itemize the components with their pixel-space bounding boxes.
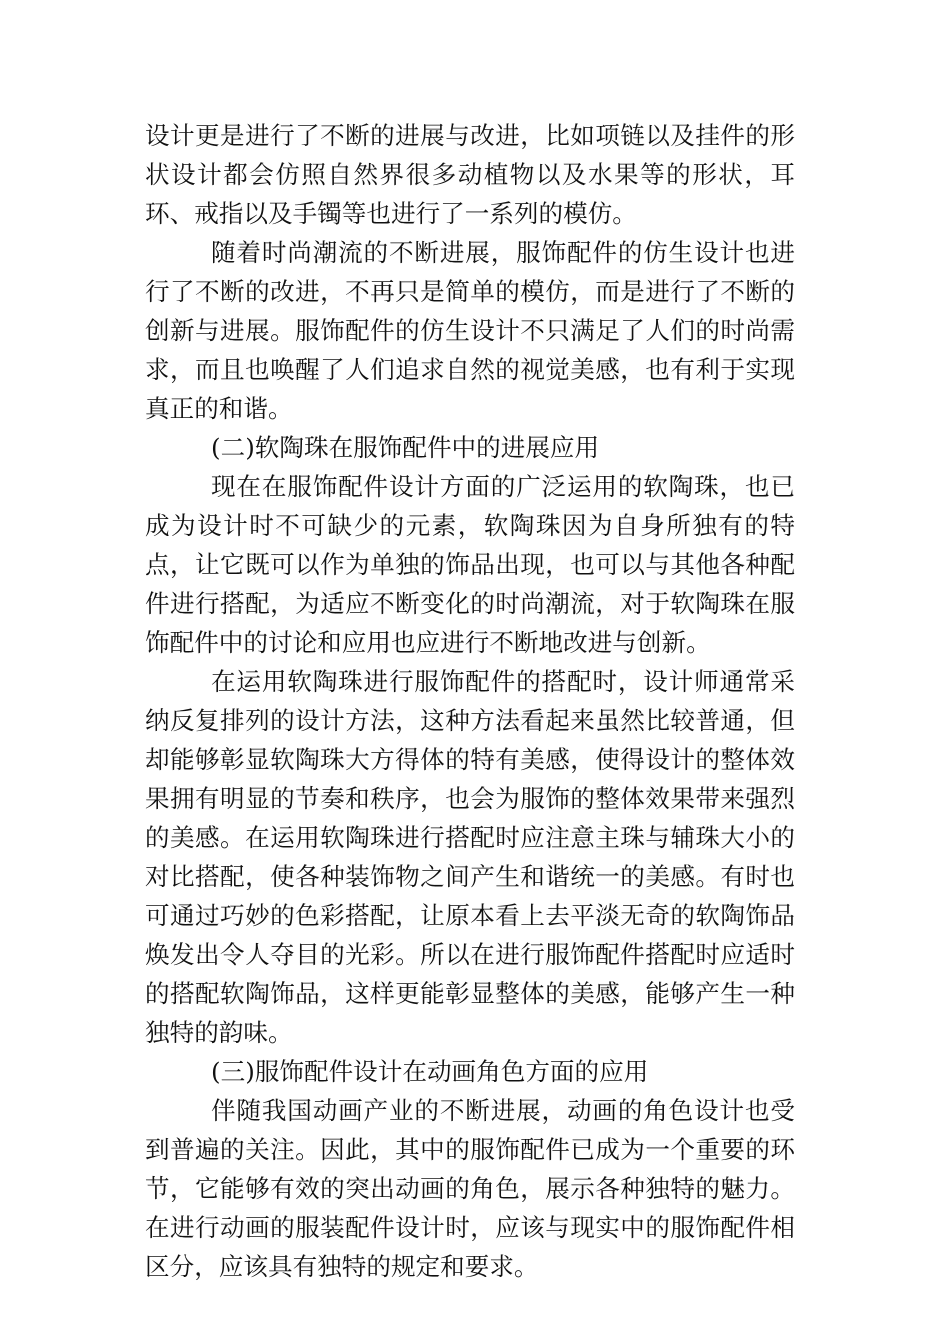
paragraph-polymer-clay-matching: 在运用软陶珠进行服饰配件的搭配时，设计师通常采纳反复排列的设计方法，这种方法看起来虽然比较普通，但却能够彰显软陶珠大方得体的特有美感，使得设计的整体效果拥有明显的节奏和秩序，也会为服饰的整体效果带来强烈的美感。在运用软陶珠进行搭配时应注意主珠与辅珠大小的对比搭配，使各种装饰物之间产生和谐统一的美感。有时也可通过巧妙的色彩搭配，让原本看上去平淡无奇的软陶饰品焕发出令人夺目的光彩。所以在进行服饰配件搭配时应适时的搭配软陶饰品，这样更能彰显整体的美感，能够产生一种独特的韵味。: [145, 667, 795, 1047]
paragraph-animation-design: 伴随我国动画产业的不断进展，动画的角色设计也受到普遍的关注。因此，其中的服饰配件已成为一个重要的环节，它能够有效的突出动画的角色，展示各种独特的魅力。在进行动画的服装配件设计时，应该与现实中的服饰配件相区分，应该具有独特的规定和要求。: [145, 1096, 795, 1281]
section-heading-polymer-clay-beads: (二)软陶珠在服饰配件中的进展应用: [211, 433, 600, 462]
paragraph-fashion-trend: 随着时尚潮流的不断进展，服饰配件的仿生设计也进行了不断的改进，不再只是简单的模仿，而是进行了不断的创新与进展。服饰配件的仿生设计不只满足了人们的时尚需求，而且也唤醒了人们追求自然的视觉美感，也有利于实现真正的和谐。: [145, 238, 795, 423]
paragraph-continuation: 设计更是进行了不断的进展与改进，比如项链以及挂件的形状设计都会仿照自然界很多动植物以及水果等的形状，耳环、戒指以及手镯等也进行了一系列的模仿。: [145, 121, 795, 228]
paragraph-polymer-clay-intro: 现在在服饰配件设计方面的广泛运用的软陶珠，也已成为设计时不可缺少的元素，软陶珠因为自身所独有的特点，让它既可以作为单独的饰品出现，也可以与其他各种配件进行搭配，为适应不断变化的时尚潮流，对于软陶珠在服饰配件中的讨论和应用也应进行不断地改进与创新。: [145, 472, 795, 657]
document-page: [145, 116, 795, 1286]
section-heading-animation-characters: (三)服饰配件设计在动画角色方面的应用: [211, 1057, 649, 1086]
